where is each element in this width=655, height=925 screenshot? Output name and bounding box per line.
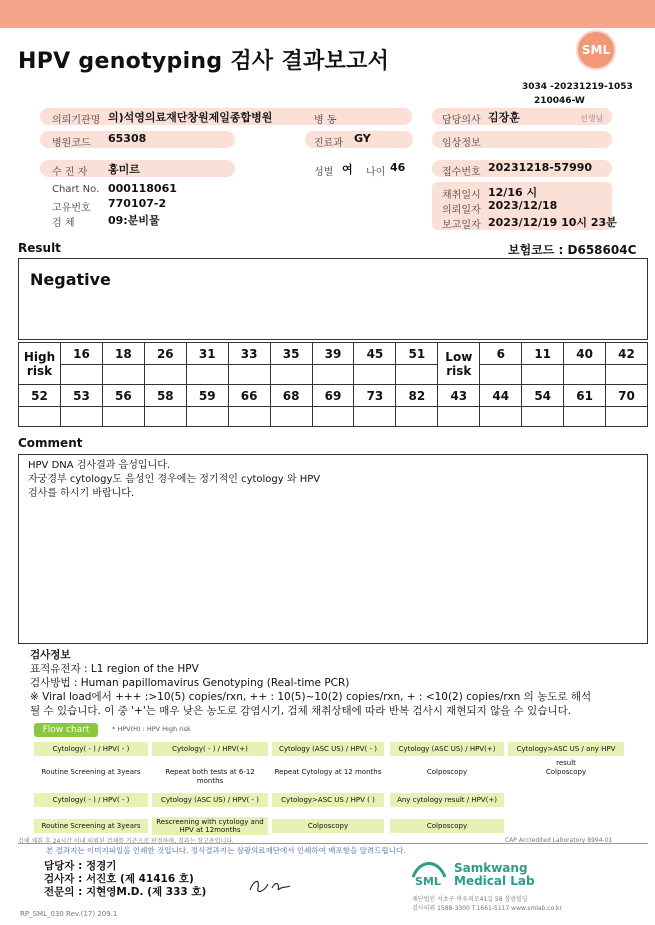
name-label: 수 진 자 — [52, 167, 88, 178]
lab-name-line-2: Medical Lab — [454, 874, 535, 888]
result-cell — [564, 365, 606, 385]
genotype-cell: 61 — [564, 385, 606, 407]
result-cell — [564, 407, 606, 427]
genotype-cell: 58 — [144, 385, 186, 407]
test-method: 검사방법 : Human papillomavirus Genotyping (Real-time PCR) — [30, 677, 350, 689]
genotype-cell: 51 — [396, 343, 438, 365]
flow-box: Rescreening with cytology and HPV at 12months — [152, 817, 268, 835]
name-value: 홍미르 — [108, 163, 140, 176]
dept-label: 진료과 — [314, 138, 343, 149]
hospital-label: 의뢰기관명 — [52, 115, 101, 126]
result-cell — [102, 365, 144, 385]
test-info — [30, 648, 650, 718]
result-cell — [606, 365, 648, 385]
genotype-cell: 44 — [480, 385, 522, 407]
receipt-value: 20231218-57990 — [488, 161, 593, 174]
genotype-cell: 69 — [312, 385, 354, 407]
sml-logo: SML — [576, 30, 616, 70]
result-cell — [144, 407, 186, 427]
genotype-cell: 52 — [19, 385, 61, 407]
flow-box: Colposcopy — [390, 819, 504, 833]
doc-number-sub: 210046-W — [534, 96, 585, 106]
flow-box: Routine Screening at 3years — [34, 819, 148, 833]
genotype-cell: 18 — [102, 343, 144, 365]
result-cell — [312, 407, 354, 427]
age-label: 나이 — [366, 167, 386, 178]
genotype-cell: 59 — [186, 385, 228, 407]
insurance-code: 보험코드 : D658604C — [508, 243, 637, 257]
genotype-cell: 16 — [61, 343, 103, 365]
genotype-cell: 6 — [480, 343, 522, 365]
flow-box: Cytology>ASC US / HPV ( ) — [272, 793, 384, 807]
genotype-cell: 66 — [228, 385, 270, 407]
genotype-cell: 45 — [354, 343, 396, 365]
specimen-label: 검 체 — [52, 218, 75, 229]
flow-box: Cytology( - ) / HPV( - ) — [34, 742, 148, 756]
genotype-cell: 35 — [270, 343, 312, 365]
staff-tester: 검사자 : 서진호 (제 41416 호) — [44, 873, 194, 885]
sex-value: 여 — [342, 163, 353, 176]
lab-contact: 검사의뢰 1588-3300 T.1661-5117 www.smlab.co.kr — [412, 905, 562, 912]
sml-mark-icon — [410, 857, 448, 887]
comment-line: 자궁경부 cytology도 음성인 경우에는 정기적인 cytology 와 HPV — [28, 474, 321, 485]
flow-box: Any cytology result / HPV(+) — [390, 793, 504, 807]
comment-text — [28, 459, 628, 501]
result-cell — [522, 407, 564, 427]
flow-box: Colposcopy — [272, 819, 384, 833]
flow-box: Repeat Cytology at 12 months — [272, 768, 384, 780]
genotype-cell: 68 — [270, 385, 312, 407]
hospital-value: 의)석영의료재단창원제일종합병원 — [108, 111, 273, 124]
doctor-suffix: 선생님 — [580, 114, 604, 123]
id-value: 770107-2 — [108, 197, 167, 210]
doctor-label: 담당의사 — [442, 115, 481, 126]
specimen-value: 09:분비물 — [108, 214, 160, 227]
hospital-code-value: 65308 — [108, 132, 147, 145]
hospital-code-label: 병원코드 — [52, 138, 91, 149]
lab-address: 재단법인 서초구 바우뫼로41길 58 삼광빌딩 — [412, 896, 528, 903]
footer-divider — [18, 843, 648, 844]
clinical-label: 임상정보 — [442, 138, 481, 149]
result-cell — [19, 407, 61, 427]
genotype-cell: 31 — [186, 343, 228, 365]
result-cell — [228, 407, 270, 427]
result-cell — [354, 407, 396, 427]
genotype-cell: 56 — [102, 385, 144, 407]
flow-box: Cytology>ASC US / any HPV result — [508, 742, 624, 756]
flow-box: Cytology (ASC US) / HPV(+) — [390, 742, 504, 756]
result-cell — [606, 407, 648, 427]
flow-box: Repeat both tests at 6-12 months — [152, 768, 268, 780]
result-cell — [186, 407, 228, 427]
header-band — [0, 0, 655, 28]
high-risk-label: High risk — [19, 343, 61, 385]
flow-box: Routine Screening at 3years — [34, 768, 148, 780]
result-cell — [61, 407, 103, 427]
genotype-cell: 40 — [564, 343, 606, 365]
genotype-cell: 39 — [312, 343, 354, 365]
samkwang-logo — [410, 857, 448, 891]
viral-load-note: ※ Viral load에서 +++ :>10(5) copies/rxn, ++ : 10(5)~10(2) copies/rxn, + : <10(2) copies/rxn 의 농도로 해석 — [30, 691, 592, 703]
collect-label: 채취일시 — [442, 190, 481, 201]
result-cell — [270, 407, 312, 427]
chart-label: Chart No. — [52, 184, 100, 195]
result-cell — [144, 365, 186, 385]
flow-box: Colposcopy — [508, 768, 624, 780]
genotype-table — [18, 342, 648, 427]
result-cell — [438, 407, 480, 427]
flow-box: Cytology (ASC US) / HPV( - ) — [152, 793, 268, 807]
doctor-value: 김장훈 — [488, 111, 520, 124]
genotype-cell: 42 — [606, 343, 648, 365]
receipt-label: 접수번호 — [442, 167, 481, 178]
page-title: HPV genotyping 검사 결과보고서 — [18, 49, 390, 74]
collect-value: 12/16 시 — [488, 186, 538, 199]
genotype-cell: 33 — [228, 343, 270, 365]
dept-value: GY — [354, 132, 371, 145]
id-label: 고유번호 — [52, 203, 91, 214]
comment-line: HPV DNA 검사결과 음성입니다. — [28, 460, 171, 471]
cap-accreditation: CAP Accredited Laboratory 8994-01 — [505, 837, 613, 844]
staff-specialist: 전문의 : 지현영M.D. (제 333 호) — [44, 886, 207, 898]
genotype-cell: 43 — [438, 385, 480, 407]
sex-label: 성별 — [314, 167, 334, 178]
staff-manager: 담당자 : 정경기 — [44, 860, 117, 872]
genotype-cell: 26 — [144, 343, 186, 365]
result-cell — [354, 365, 396, 385]
request-value: 2023/12/18 — [488, 199, 558, 212]
target-gene: 표적유전자 : L1 region of the HPV — [30, 663, 199, 675]
flow-chart-label: Flow chart — [34, 723, 98, 737]
report-value: 2023/12/19 10시 23분 — [488, 216, 617, 229]
form-number: RP_SML_030 Rev.(17) 209.1 — [20, 910, 118, 918]
signature-image — [246, 874, 294, 896]
comment-heading: Comment — [18, 436, 83, 450]
result-cell — [270, 365, 312, 385]
low-risk-label: Low risk — [438, 343, 480, 385]
flow-box: Cytology( - ) / HPV( - ) — [34, 793, 148, 807]
request-label: 의뢰일자 — [442, 205, 481, 216]
result-cell — [480, 365, 522, 385]
test-info-heading: 검사정보 — [30, 649, 71, 661]
result-cell — [228, 365, 270, 385]
flow-box: Cytology (ASC US) / HPV( - ) — [272, 742, 384, 756]
genotype-cell: 53 — [61, 385, 103, 407]
lab-name-line-1: Samkwang — [454, 861, 528, 875]
genotype-cell: 54 — [522, 385, 564, 407]
chart-value: 000118061 — [108, 182, 177, 195]
result-cell — [396, 407, 438, 427]
result-heading: Result — [18, 241, 61, 255]
doc-number: 3034 -20231219-1053 — [522, 82, 633, 92]
result-cell — [186, 365, 228, 385]
ward-label: 병 동 — [314, 115, 337, 126]
lab-name — [454, 862, 535, 888]
result-cell — [312, 365, 354, 385]
genotype-cell: 70 — [606, 385, 648, 407]
flow-legend: * HPV(H) : HPV High risk — [112, 725, 191, 733]
result-cell — [102, 407, 144, 427]
result-cell — [522, 365, 564, 385]
notice-text: 본 결과지는 이미지파일을 인쇄한 것입니다. 정식결과지는 삼광의료재단에서 인쇄하여 배포함을 알려드립니다. — [46, 846, 406, 855]
comment-line: 검사를 하시기 바랍니다. — [28, 488, 135, 499]
result-cell — [396, 365, 438, 385]
viral-load-note-2: 될 수 있습니다. 이 중 '+'는 매우 낮은 농도로 감염시기, 검체 채취상태에 따라 반복 검사시 재현되지 않을 수 있습니다. — [30, 705, 572, 717]
svg-text:SML: SML — [415, 875, 441, 887]
flow-box: Colposcopy — [390, 768, 504, 780]
genotype-cell: 11 — [522, 343, 564, 365]
result-cell — [480, 407, 522, 427]
age-value: 46 — [390, 161, 406, 174]
flow-box: Cytology( - ) / HPV(+) — [152, 742, 268, 756]
fine-print: 검체 채취 후 24시간 이내 의뢰된 검체를 기준으로 판정하며, 결과는 참고용입니다. — [18, 838, 234, 845]
report-label: 보고일자 — [442, 220, 481, 231]
result-summary: Negative — [30, 270, 111, 289]
genotype-cell: 73 — [354, 385, 396, 407]
result-cell — [61, 365, 103, 385]
result-box — [18, 258, 648, 340]
genotype-cell: 82 — [396, 385, 438, 407]
